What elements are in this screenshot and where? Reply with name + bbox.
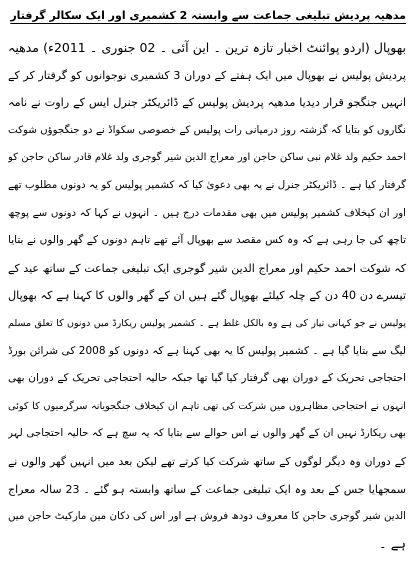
article-line-12: لیگ سے بتایا گیا ہے ۔ کشمیر پولیس کا یہ بھی کہنا ہے کہ دونوں کو 2008 کی شرائن بورڈ bbox=[8, 344, 406, 357]
article-line-15: بھی ریکارڈ نہیں ان کے گھر والوں نے اس حوالے سے بتایا کہ یہ سچ ہے کہ حالیہ احتجاجی لہر bbox=[8, 427, 406, 440]
article-line-7: اور ان کیخلاف کشمیر پولیس میں بھی مقدمات درج ہیں ۔ انہوں نے کہا کہ دونوں سے پوچھ bbox=[8, 206, 406, 219]
article-line-16: کے دوران وہ دیگر لوگوں کے ساتھ شرکت کیا کرتے تھے لیکن بعد میں انہیں گھر والوں نے bbox=[8, 454, 406, 468]
article-line-19: ہے ۔ bbox=[379, 536, 406, 552]
article-line-8: تاچھ کی جا رہی ہے کہ وہ کس مقصد سے بھوپال آئے تھے تاہم دونوں کے گھر والوں نے بتایا bbox=[8, 234, 406, 247]
article-line-18: الدین شیر گوجری حاجن کا معروف دودھ فروش ہے اور اس کی دکان مین مارکیٹ حاجن میں bbox=[8, 510, 406, 523]
article-line-3: انہیں جنگجو قرار دیدیا مدھیہ پردیش پولیس کے ڈائریکٹر جنرل ایس کے راوت نے نامہ bbox=[8, 96, 406, 110]
article-line-4: نگاروں کو بتایا کہ گزشتہ روز درمیانی رات پولیس کے خصوصی سکواڈ نے دو جنگجوؤں شوکت bbox=[8, 123, 406, 136]
article-line-5: احمد حکیم ولد غلام نبی ساکن حاجن اور معراج الدین شیر گوجری ولد غلام قادر ساکن حاجن کو bbox=[8, 152, 406, 164]
article-line-2: پردیش پولیس نے بھوپال میں ایک ہفتے کے دوران 3 کشمیری نوجوانوں کو گرفتار کر کے bbox=[8, 68, 406, 82]
article-headline: مدھیہ پردیش تبلیغی جماعت سے وابستہ 2 کشمیری اور ایک سکالر گرفتار bbox=[10, 9, 406, 22]
article-line-9: کہ شوکت احمد حکیم اور معراج الدین شیر گوجری ایک تبلیغی جماعت کے ساتھ عید کے bbox=[8, 261, 406, 275]
article-line-17: سمجھایا جس کے بعد وہ ایک تبلیغی جماعت کے ساتھ وابستہ ہو گئے ۔ 23 سالہ معراج bbox=[8, 482, 406, 496]
article-line-10: تیسرے دن 40 دن کے چلہ کیلئے بھوپال گئے ہیں ان کے گھر والوں کا کہنا ہے کہ بھوپال bbox=[8, 289, 406, 303]
article-line-11: پولیس نے جو کہانی تیار کی ہے وہ بالکل غلط ہے ۔ کشمیر پولیس ریکارڈ میں دونوں کا تعلق مسلم bbox=[8, 317, 406, 329]
article-line-14: انہوں نے احتجاجی مظاہروں میں شرکت کی تھی تاہم ان کیخلاف جنگجویانہ سرگرمیوں کا کوئی bbox=[8, 400, 406, 412]
article-line-13: احتجاجی تحریک کے دوران بھی گرفتار کیا گیا تھا جبکہ حالیہ احتجاجی تحریک کے دوران بھی bbox=[8, 372, 406, 385]
article-line-6: گرفتار کیا ہے ۔ ڈائریکٹر جنرل نے یہ بھی دعویٰ کیا کہ کشمیر پولیس کو یہ دونوں مطلوب تھے bbox=[8, 178, 406, 191]
article-body bbox=[8, 34, 406, 558]
article-line-1: بھوپال (اردو پوائنٹ اخبار تازہ ترین ۔ این آئی ۔ 02 جنوری ۔ 2011ء) مدھیہ bbox=[8, 40, 406, 55]
